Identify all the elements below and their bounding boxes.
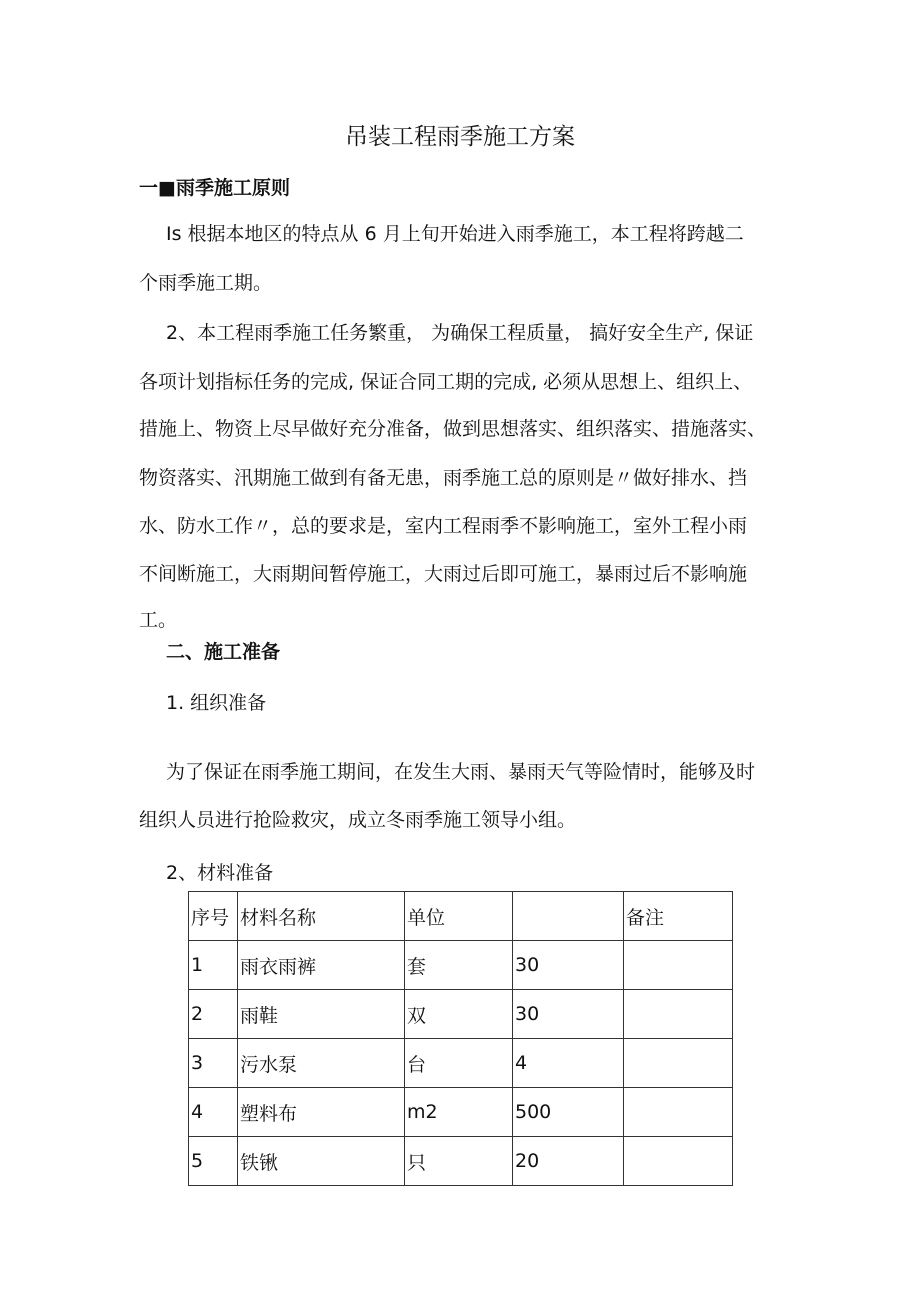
cell-index: 2: [189, 990, 238, 1039]
paragraph-line: 个雨季施工期。: [139, 272, 273, 294]
paragraph-line: 物资落实、汛期施工做到有备无患，雨季施工总的原则是〃做好排水、挡: [139, 467, 748, 489]
subsection-organization-heading: 1. 组织准备: [166, 692, 267, 714]
cell-quantity: 30: [513, 941, 624, 990]
paragraph-line: 工。: [139, 609, 178, 631]
cell-index: 5: [189, 1137, 238, 1186]
table-row: [189, 1088, 733, 1137]
table-row: [189, 1039, 733, 1088]
document-title: 吊装工程雨季施工方案: [345, 124, 575, 150]
paragraph-line: 不间断施工，大雨期间暂停施工，大雨过后即可施工，暴雨过后不影响施: [139, 563, 748, 585]
cell-quantity: 500: [513, 1088, 624, 1137]
cell-unit: 双: [405, 990, 513, 1039]
cell-remarks: [624, 1039, 733, 1088]
paragraph-line: 水、防水工作〃，总的要求是，室内工程雨季不影响施工，室外工程小雨: [139, 515, 748, 537]
cell-unit: 台: [405, 1039, 513, 1088]
cell-remarks: [624, 1088, 733, 1137]
cell-index: 3: [189, 1039, 238, 1088]
header-unit: 单位: [405, 892, 513, 941]
paragraph-line: Is 根据本地区的特点从 6 月上旬开始进入雨季施工，本工程将跨越二: [166, 223, 744, 245]
cell-material-name: 雨衣雨裤: [238, 941, 405, 990]
table-row: [189, 1137, 733, 1186]
header-index: 序号: [189, 892, 238, 941]
paragraph-line: 2、本工程雨季施工任务繁重， 为确保工程质量， 搞好安全生产, 保证: [166, 322, 754, 344]
header-quantity: [513, 892, 624, 941]
table-row: [189, 941, 733, 990]
cell-quantity: 30: [513, 990, 624, 1039]
cell-remarks: [624, 990, 733, 1039]
table-header-row: [189, 892, 733, 941]
cell-material-name: 污水泵: [238, 1039, 405, 1088]
cell-remarks: [624, 941, 733, 990]
cell-index: 4: [189, 1088, 238, 1137]
cell-material-name: 雨鞋: [238, 990, 405, 1039]
cell-unit: 套: [405, 941, 513, 990]
section-1-heading: 一■雨季施工原则: [139, 177, 290, 199]
paragraph-line: 措施上、物资上尽早做好充分准备，做到思想落实、组织落实、措施落实、: [139, 418, 767, 440]
cell-index: 1: [189, 941, 238, 990]
cell-quantity: 4: [513, 1039, 624, 1088]
header-material-name: 材料名称: [238, 892, 405, 941]
paragraph-line: 为了保证在雨季施工期间，在发生大雨、暴雨天气等险情时，能够及时: [166, 761, 756, 783]
paragraph-line: 各项计划指标任务的完成, 保证合同工期的完成, 必须从思想上、组织上、: [139, 371, 753, 393]
cell-unit: 只: [405, 1137, 513, 1186]
table-row: [189, 990, 733, 1039]
materials-table: [188, 891, 733, 1186]
cell-material-name: 塑料布: [238, 1088, 405, 1137]
cell-quantity: 20: [513, 1137, 624, 1186]
header-remarks: 备注: [624, 892, 733, 941]
cell-unit: m2: [405, 1088, 513, 1137]
paragraph-line: 组织人员进行抢险救灾，成立冬雨季施工领导小组。: [139, 809, 577, 831]
cell-remarks: [624, 1137, 733, 1186]
section-2-heading: 二、施工准备: [166, 641, 281, 663]
cell-material-name: 铁锹: [238, 1137, 405, 1186]
subsection-materials-heading: 2、材料准备: [166, 862, 274, 884]
